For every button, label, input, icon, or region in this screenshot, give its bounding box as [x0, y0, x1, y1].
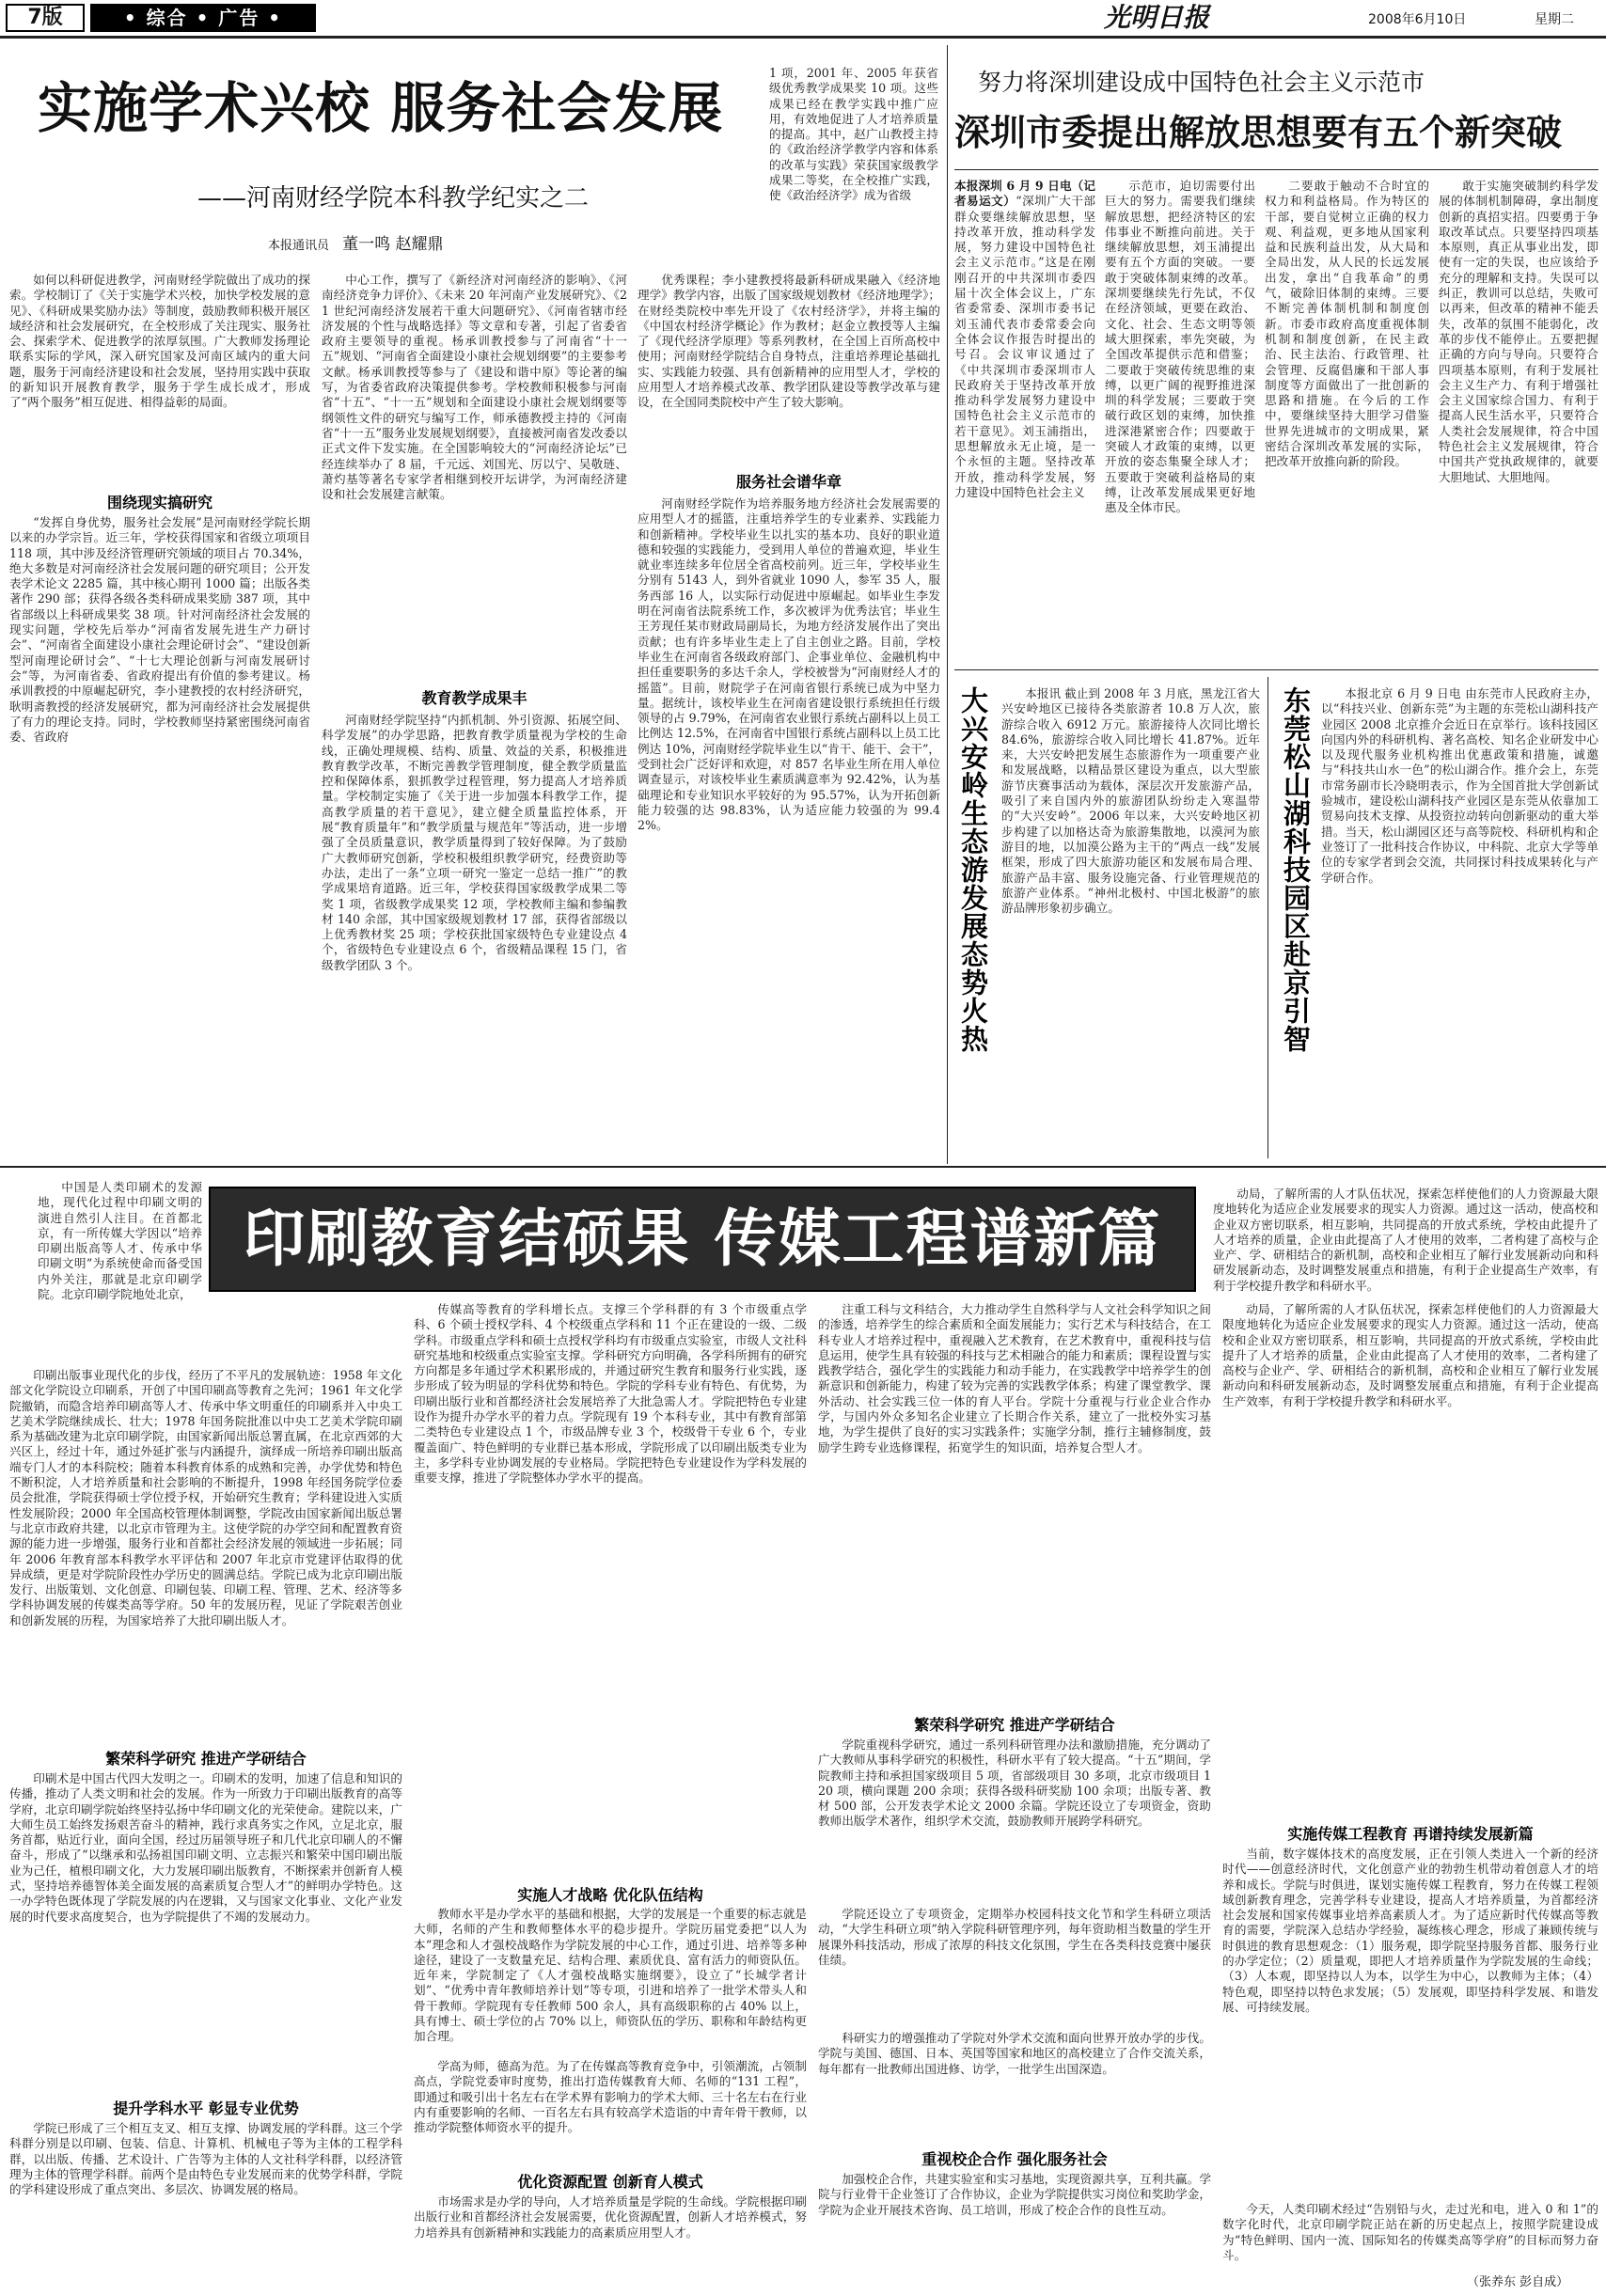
- article5-col3c: 学院还设立了专项资金，定期举办校园科技文化节和学生科研立项活动，“大学生科研立项”纳入学院科研管理序列，每年资助相当数量的学生开展课外科技活动，形成了浓厚的科技文化氛围，学生在各类科技竞赛中屡获佳绩。: [818, 1907, 1211, 1967]
- section-label: • 综合 • 广告 •: [90, 4, 316, 32]
- article1-title: 实施学术兴校 服务社会发展: [38, 76, 724, 140]
- article2-dateline: 本报深圳 6 月 9 日电（记者易运文）: [954, 179, 1095, 209]
- divider-h2: [0, 1166, 1606, 1168]
- article5-col2: 传媒高等教育的学科增长点。支撑三个学科群的有 3 个市级重点学科、6 个硕士授权学科、4 个校级重点学科和 11 个正在建设的一级、二级学科。市级重点学科和硕士点授权学科均有市级重点实验室，市级人文社科研究基地和校级重点实验室支撑。学科研究方向明确，各学科所拥有的研究方向都是多年通过学术积累形成的，并通过研究生教育和服务行业实践，逐步形成了较为明显的学科优势和特色。学院的学科专业有特色、有优势，为印刷出版行业和首都经济社会发展培养了大批急需人才。学院把特色专业建设作为提升办学水平的着力点。学院现有 19 个本科专业，其中有教育部第二类特色专业建设点 1 个，市级品牌专业 3 个，校级骨干专业 6 个，专业覆盖面广、特色鲜明的专业群已基本形成，学院形成了以印刷出版类专业为主，多学科专业协调发展的专业格局。学院把特色专业建设作为学科发展的重要支撑，推进了学院整体办学水平的提高。: [414, 1302, 807, 1486]
- article2-col4: 敢于实施突破制约科学发展的体制机制障碍，拿出制度创新的真招实招。四要勇于争取改革试点。只要坚持四项基本原则，真正从事业出发，即使有一定的失误，也应该给予充分的理解和支持。失误可以纠正，教训可以总结，失败可以再来，但改革的精神不能丢失，改革的氛围不能弱化，改革的步伐不能停止。五要把握正确的方向与导向。只要符合四项基本原则，有利于发展社会主义生产力、有利于增强社会主义国家综合国力、有利于提高人民生活水平，只要符合人类社会发展规律，符合中国特色社会主义发展规律，符合中国共产党执政规律的，就要大胆地试、大胆地闯。: [1439, 179, 1598, 484]
- article3-text: 本报讯 截止到 2008 年 3 月底，黑龙江省大兴安岭地区已接待各类旅游者 10.8 万人次，旅游综合收入 6912 万元。旅游接待人次同比增长 84.6%，旅游综合收入同比增长 41.87%。近年来，大兴安岭把发展生态旅游作为一项重要产业和发展战略，以精品景区建设为重点，以大型旅游节庆赛事活动为载体，深层次开发旅游产品，吸引了来自国内外的旅游团队纷纷走入寒温带的“大兴安岭”。2006 年以来，大兴安岭地区初步构建了以加格达奇为旅游集散地，以漠河为旅游目的地，以加漠公路为主干的“两点一线”发展框架，形成了四大旅游功能区和发展布局合理、旅游产品丰富、服务设施完备、行业管理规范的旅游产业体系。“神州北极村、中国北极游”的旅游品牌形象初步确立。: [1001, 686, 1260, 916]
- article1-subhead1: 围绕现实搞研究: [106, 494, 213, 511]
- article5-subhead6: 重视校企合作 强化服务社会: [921, 2150, 1108, 2168]
- issue-weekday: 星期二: [1535, 12, 1574, 27]
- article2-title: 深圳市委提出解放思想要有五个新突破: [954, 112, 1563, 153]
- article1-subtitle: ——河南财经学院本科教学纪实之二: [197, 184, 590, 212]
- article2-kicker: 努力将深圳建设成中国特色社会主义示范市: [978, 69, 1425, 96]
- article5-subhead1: 繁荣科学研究 推进产学研结合: [105, 1750, 307, 1768]
- article2-col2: 示范市，迫切需要付出巨大的努力。需要我们继续解放思想，把经济特区的宏伟事业不断推向前进。关于继续解放思想，刘玉浦提出要有五个方面的突破。一要敢于突破体制束缚的改革。深圳要继续先行先试，不仅在经济领域，更要在政治、文化、社会、生态文明等领域大胆探索，率先突破，为全国改革提供示范和借鉴；二要敢于突破传统思维的束缚，以更广阔的视野推进深圳的科学发展；三要敢于突破行政区划的束缚，加快推进深港紧密合作；四要敢于突破人才政策的束缚，以更开放的姿态集聚全球人才；五要敢于突破利益格局的束缚，让改革发展成果更好地惠及全体市民。: [1105, 179, 1255, 515]
- article5-subhead5: 繁荣科学研究 推进产学研结合: [914, 1716, 1115, 1734]
- divider-v1: [947, 45, 948, 1164]
- article5-col1c: 学院已形成了三个相互支叉、相互支撑、协调发展的学科群。这三个学科群分别是以印刷、包装、信息、计算机、机械电子等为主体的工程学科群，以出版、传播、艺术设计、广告等为主体的人文社科学科群，以经济管理为主体的管理学科群。前两个是由特色专业发展而来的优势学科群，学院的学科建设形成了重点突出、多层次、协调发展的格局。: [9, 2121, 402, 2197]
- paper-name: 光明日报: [1103, 2, 1209, 33]
- article5-intro: 中国是人类印刷术的发源地，现代化过程中印刷文明的演进自然引人注目。在首都北京，有一所传媒大学因以“培养印刷出版高等人才、传承中华印刷文明”为系统使命而备受国内外关注，那就是北京印刷学院。北京印刷学院地处北京，: [38, 1180, 202, 1302]
- article1-intro: 1 项，2001 年、2005 年获省级优秀教学成果奖 10 项。这些成果已经在教学实践中推广应用，有效地促进了人才培养质量的提高。其中，赵广山教授主持的《政治经济学教学内容和体系的改革与实践》荣获国家级教学成果二等奖，在全校推广实践，使《政治经济学》成为省级: [769, 66, 938, 203]
- article5-subhead7: 实施传媒工程教育 再谱持续发展新篇: [1287, 1825, 1534, 1843]
- article5-subhead4: 优化资源配置 创新育人模式: [517, 2173, 703, 2191]
- article5-col2c: 学高为师，德高为范。为了在传媒高等教育竞争中，引领潮流，占领制高点，学院党委审时度势，推出打造传媒教育大师、名师的“131 工程”，即通过和吸引出十名左右在学术界有影响力的学术大师、三十名左右在行业内有重要影响的名师、一百名左右具有较高学术造诣的中青年骨干教师，以推动学院整体师资水平的提升。: [414, 2059, 807, 2135]
- article5-signature: （张养东 彭自成）: [1467, 2275, 1569, 2289]
- divider-h1: [954, 669, 1598, 670]
- article1-col2: 中心工作，撰写了《新经济对河南经济的影响》、《河南经济竞争力评价》、《未来 20 年河南产业发展研究》、《21 世纪河南经济发展若干重大问题研究》、《河南省辖市经济发展的个性与战略选择》等文章和专著，引起了省委省政府主要领导的重视。杨承训教授参与了河南省“十一五”规划、“河南省全面建设小康社会规划纲要”的主要参考文献。杨承训教授等参与了《建设和谐中原》等论著的编写，为省委省政府决策提供参考。学校教师积极参与河南省“十五”、“十一五”规划和全面建设小康社会规划纲要等纲领性文件的研究与编写工作，师承德教授主持的《河南省“十一五”服务业发展规划纲要》，直接被河南省发改委以正式文件下发实施。在全国影响较大的“河南经济论坛”已经连续举办了 8 届，千元远、刘国光、厉以宁、吴敬琏、萧灼基等著名专家学者相继到校开坛讲学，为河南经济建设和社会发展建言献策。: [322, 273, 627, 502]
- page-number: 7版: [6, 4, 85, 32]
- article2-col1: 本报深圳 6 月 9 日电（记者易运文）“深圳广大干部群众要继续解放思想，坚持改革开放，推动科学发展，努力建设中国特色社会主义示范市。”这是在刚刚召开的中共深圳市委四届十次全体会议上，广东省委常委、深圳市委书记刘玉浦代表市委常委会向全体会议作报告时提出的号召。会议审议通过了《中共深圳市委深圳市人民政府关于坚持改革开放推动科学发展努力建设中国特色社会主义示范市的若干意见》。刘玉浦指出，思想解放永无止境，是一个永恒的主题。坚持改革开放，推动科学发展，努力建设中国特色社会主义: [954, 179, 1095, 499]
- article4-text: 本报北京 6 月 9 日电 由东莞市人民政府主办，以“科技兴业、创新东莞”为主题的东莞松山湖科技产业园区 2008 北京推介会近日在京举行。该科技园区向国内外的科研机构、著名高校、知名企业研发中心以及现代服务业机构推出优惠政策和措施，诚邀与“科技共山水一色”的松山湖合作。推介会上，东莞市常务副市长冷晓明表示，作为全国首批大学创新试验城市，建设松山湖科技产业园区是东莞从依靠加工贸易向技术支撑、从投资拉动转向创新驱动的重大举措。当天，松山湖园区还与高等院校、科研机构和企业签订了一批科技合作协议，中科院、北京大学等单位的专家学者到会交流，共同探讨科技成果转化与产学研合作。: [1321, 686, 1598, 885]
- article1-col2b: 河南财经学院坚持“内抓机制、外引资源、拓展空间、科学发展”的办学思路，把教育教学质量视为学校的生命线，正确处理规模、结构、质量、效益的关系，积极推进教育教学改革，不断完善教学管理制度，健全教学质量监控和保障体系，狠抓教学过程管理，努力提高人才培养质量。学校制定实施了《关于进一步加强本科教学工作，提高教学质量的若干意见》，建立健全质量监控体系，开展“教育质量年”和“教学质量与规范年”等活动，进一步增强了全员质量意识，教学质量得到了较好保障。为了鼓励广大教师研究创新，学校积极组织教学研究，经费资助等办法，走出了一条“立项一研究一鉴定一总结一推广”的教学成果培育道路。近三年，学校获得国家级教学成果二等奖 1 项，省级教学成果奖 12 项，学校教师主编和参编教材 140 余部，其中国家级规划教材 17 部，获得省部级以上优秀教材奖 25 项；学校获批国家级特色专业建设点 4 个，省级特色专业建设点 6 个，省级精品课程 15 门，省级教学团队 3 个。: [322, 713, 627, 972]
- article4-title: 东莞松山湖科技园区赴京引智: [1280, 686, 1312, 1053]
- article5-col2d: 市场需求是办学的导向，人才培养质量是学院的生命线。学院根据印刷出版行业和首都经济社会发展需要，优化资源配置，创新人才培养模式，努力培养具有创新精神和实践能力的高素质应用型人才。: [414, 2194, 807, 2240]
- divider-v2: [1267, 677, 1268, 1158]
- article5-col1: 印刷出版事业现代化的步伐，经历了不平凡的发展轨迹：1958 年文化部文化学院设立印刷系，开创了中国印刷高等教育之先河；1961 年文化学院撤销，而隐含培养印刷高等人才、传承中华文明重任的印刷系并入中央工艺美术学院继续成长、壮大；1978 年国务院批准以中央工艺美术学院印刷系为基础改建为北京印刷学院，由国家新闻出版总署直属，在北京西郊的大兴区上，经过十年，通过外延扩张与内涵提升，演绎成一所培养印刷出版高端专门人才的本科院校；随着本科教育体系的成熟和完善，办学优势和特色不断积淀，人才培养质量和社会影响的不断提升，1998 年经国务院学位委员会批准，学院获得硕士学位授予权，开始研究生教育；学科建设进入实质性发展阶段；2000 年全国高校管理体制调整，学院改由国家新闻出版总署与北京市政府共建，以北京市管理为主。这使学院的办学空间和配置教育资源的能力进一步增强，服务行业和首都社会经济发展的领域进一步拓展；同年 2006 年教育部本科教学水平评估和 2007 年北京市党建评估取得的优异成绩，更是对学院阶段性办学历史的圆满总结。学院已成为北京印刷出版发行、出版策划、文化创意、印刷包装、印刷工程、管理、艺术、经济等多学科协调发展的传媒类高等学府。50 年的发展历程，见证了学院艰苦创业和创新发展的历程，为国家培养了大批印刷出版人才。: [9, 1368, 402, 1628]
- byline-label: 本报通讯员: [268, 239, 330, 253]
- issue-date: 2008年6月10日: [1368, 12, 1467, 27]
- article1-col1b: “发挥自身优势，服务社会发展”是河南财经学院长期以来的办学宗旨。近三年，学校获得国家和省级立项项目 118 项，其中涉及经济管理研究领域的项目占 70.34%，绝大多数是对河南经济社会发展问题的研究项目；公开发表学术论文 2285 篇，其中核心期刊 1000 篇；出版各类著作 290 部；获得各级各类科研成果奖励 387 项，其中省部级以上科研成果奖 38 项。针对河南经济社会发展的现实问题，学校先后举办“河南省发展先进生产力研讨会”、“河南省全面建设小康社会理论研讨会”、“建设创新型河南理论研讨会”、“十七大理论创新与河南发展研讨会”等，为河南省委、省政府提出有价值的参考建议。杨承训教授的中原崛起研究，李小建教授的农村经济研究，耿明斋教授的经济发展研究，都为河南经济社会发展提供了有力的理论支持。同时，学校教师坚持紧密围绕河南省委、省政府: [9, 515, 310, 745]
- article1-col3b: 河南财经学院作为培养服务地方经济社会发展需要的应用型人才的摇篮，注重培养学生的专业素养、实践能力和创新精神。学校毕业生以扎实的基本功、良好的职业道德和较强的实践能力，受到用人单位的普遍欢迎，毕业生就业率连续多年位居全省高校前列。近三年，学校毕业生分别有 5143 人，到外省就业 1090 人，参军 35 人，服务西部 16 人，以实际行动促进中原崛起。如毕业生李发明在河南省法院系统工作，多次被评为优秀法官；毕业生王芳现任某市财政局副局长，为地方经济发展作出了突出贡献；也有许多毕业生走上了自主创业之路。目前，学校毕业生在河南省各级政府部门、企事业单位、金融机构中担任重要职务的多达千余人，学校被誉为“河南财经人才的摇篮”。目前，财院学子在河南省银行系统已成为中坚力量。据统计，该校毕业生在河南省建设银行系统担任行级领导的占 9.79%，在河南省农业银行系统占副科以上员工比例达 12.5%，在河南省中国银行系统占副科以上员工比例达 10%，河南财经学院毕业生以“肯干、能干、会干”，受到社会广泛好评和欢迎，对 857 名毕业生所在用人单位调查显示，对该校毕业生素质满意率为 92.42%，认为基础理论和专业知识水平较好的为 95.57%，认为开拓创新能力较强的达 98.83%，认为适应能力较强的为 99.42%。: [638, 496, 940, 833]
- article5-subhead3: 实施人才战略 优化队伍结构: [517, 1886, 703, 1904]
- article5-col3d: 科研实力的增强推动了学院对外学术交流和面向世界开放办学的步伐。学院与美国、德国、日本、英国等国家和地区的高校建立了合作交流关系，每年都有一批教师出国进修、访学，一批学生出国深造。: [818, 2031, 1211, 2076]
- article2-title-rule: [954, 169, 1598, 170]
- article5-col2b: 教师水平是办学水平的基础和根据，大学的发展是一个重要的标志就是大师，名师的产生和教师整体水平的稳步提升。学院历届党委把“以人为本”理念和人才强校战略作为学院发展的中心工作，通过引进、培养等多种途径，建设了一支数量充足、结构合理、素质优良、富有活力的师资队伍。近年来，学院制定了《人才强校战略实施纲要》，设立了“长城学者计划”、“优秀中青年教师培养计划”等专项，引进和培养了一批学术带头人和骨干教师。学院现有专任教师 500 余人，具有高级职称的占 40% 以上，具有博士、硕士学位的占 70% 以上，师资队伍的学历、职称和年龄结构更加合理。: [414, 1907, 807, 2044]
- article1-byline: [268, 230, 444, 254]
- article1-subhead3: 服务社会谱华章: [735, 473, 842, 491]
- article1-subhead2: 教育教学成果丰: [421, 689, 527, 707]
- article5-title: 印刷教育结硕果 传媒工程谱新篇: [243, 1203, 1162, 1275]
- article5-col4: 动局，了解所需的人才队伍状况，探索怎样使他们的人力资源最大限度地转化为适应企业发展要求的现实人力资源。通过这一活动，使高校和企业双方密切联系，相互影响，共同提高的开放式系统，学校由此提升了人才培养的质量，企业由此提高了人才使用的效率，二者构建了高校与企业产、学、研相结合的新机制，高校和企业相互了解行业发展新动向和科研发展新动态，及时调整发展重点和措施，有利于企业提高生产效率，有利于学校提升教学和科研水平。: [1222, 1302, 1598, 1408]
- masthead-rule: [0, 36, 1606, 39]
- article5-col3: 注重工科与文科结合，大力推动学生自然科学与人文社会科学知识之间的渗透，培养学生的综合素质和全面发展能力；实行艺术与科技结合，在工科专业人才培养过程中，重视融入艺术教育，在艺术教育中，重视科技与信息运用，使学生具有较强的科技与艺术相融合的能力和素质；课程设置与实践教学结合，强化学生的实践能力和动手能力，在实践教学中培养学生的创新意识和创新能力，构建了较为完善的实践教学体系；构建了课堂教学、课外活动、社会实践三位一体的育人平台。学院十分重视与行业企业合作办学，与国内外众多知名企业建立了长期合作关系，建立了一批校外实习基地，为学生提供了良好的实习实践条件；实施学分制，推行主辅修制度，鼓励学生跨专业选修课程，拓宽学生的知识面，培养复合型人才。: [818, 1302, 1211, 1455]
- article5-col4-top: 动局，了解所需的人才队伍状况，探索怎样使他们的人力资源最大限度地转化为适应企业发展要求的现实人力资源。通过这一活动，使高校和企业双方密切联系，相互影响，共同提高的开放式系统，学校由此提升了人才培养的质量，企业由此提高了人才使用的效率，二者构建了高校与企业产、学、研相结合的新机制，高校和企业相互了解行业发展新动向和科研发展新动态，及时调整发展重点和措施，有利于企业提高生产效率，有利于学校提升教学和科研水平。: [1213, 1187, 1598, 1293]
- article2-col3: 二要敢于触动不合时宜的权力和利益格局。作为特区的干部，要自觉树立正确的权力观、利益观，更多地从国家利益和民族利益出发，从大局和全局出发，从人民的长远发展出发，拿出“自我革命”的勇气，破除旧体制的束缚。三要不断完善体制机制和制度创新。市委市政府高度重视体制机制和制度创新，在民主政治、民主法治、行政管理、社会管理、反腐倡廉和干部人事制度等方面做出了一批创新的思路和措施。在今后的工作中，要继续坚持大胆学习借鉴世界先进城市的文明成果，紧密结合深圳改革发展的实际，把改革开放推向新的阶段。: [1265, 179, 1429, 469]
- article3-title: 大兴安岭生态游发展态势火热: [957, 686, 989, 1053]
- article1-col1: 如何以科研促进教学，河南财经学院做出了成功的探索。学校制订了《关于实施学术兴校，加快学校发展的意见》、《科研成果奖励办法》等制度，鼓励教师积极开展区域经济和社会发展研究，在全校形成了关注现实、服务社会、探索学术、促进教学的浓厚氛围。广大教师发扬理论联系实际的学风，深入研究国家及河南区域内的重大问题，服务于河南经济建设和社会发展，坚持用实践中获取的新知识开展教育教学，服务于学生成长成才，形成了“两个服务”相互促进、相得益彰的局面。: [9, 273, 310, 410]
- article5-col3e: 加强校企合作，共建实验室和实习基地，实现资源共享，互利共赢。学院与行业骨干企业签订了合作协议，企业为学院提供实习岗位和奖助学金，学院为企业开展技术咨询、员工培训，形成了校企合作的良性互动。: [818, 2172, 1211, 2217]
- article5-subhead2: 提升学科水平 彰显专业优势: [113, 2099, 299, 2117]
- article5-col4b: 当前，数字媒体技术的高度发展，正在引领人类进入一个新的经济时代——创意经济时代，文化创意产业的勃勃生机带动着创意人才的培养和成长。学院与时俱进，谋划实施传媒工程教育，努力在传媒工程领域创新教育理念，完善学科专业建设，提高人才培养质量，为首都经济社会发展和国家传媒事业培养高素质人才。为了适应新时代传媒高等教育的需要，学院深入总结办学经验，凝练核心理念，形成了兼顾传统与时俱进的教育思想观念：（1）服务观，即学院坚持服务首都、服务行业的办学定位；（2）质量观，即把人才培养质量作为学院发展的生命线；（3）人本观，即坚持以人为本，以学生为中心，以教师为主体；（4）特色观，即坚持以特色求发展；（5）发展观，即坚持科学发展、和谐发展、可持续发展。: [1222, 1847, 1598, 2014]
- article5-col3b: 学院重视科学研究，通过一系列科研管理办法和激励措施，充分调动了广大教师从事科学研究的积极性，科研水平有了较大提高。“十五”期间，学院教师主持和承担国家级项目 5 项，省部级项目 30 多项，北京市级项目 120 项，横向课题 200 余项；获得各级科研奖励 100 余项；出版专著、教材 500 部，公开发表学术论文 2000 余篇。学院还设立了专项资金，资助教师出版学术著作，组织学术交流，鼓励教师开展跨学科研究。: [818, 1738, 1211, 1829]
- article5-col4c: 今天，人类印刷术经过“告别铅与火，走过光和电，进入 0 和 1”的数字化时代，北京印刷学院正站在新的历史起点上，按照学院建设成为“特色鲜明、国内一流、国际知名的传媒类高等学府”的目标而努力奋斗。: [1222, 2202, 1598, 2262]
- byline-names: 董一鸣 赵耀鼎: [342, 235, 444, 254]
- masthead: [0, 0, 1606, 36]
- article5-col1b: 印刷术是中国古代四大发明之一。印刷术的发明，加速了信息和知识的传播，推动了人类文明和社会的发展。作为一所致力于印刷出版教育的高等学府，北京印刷学院始终坚持弘扬中华印刷文化的光荣使命。建院以来，广大师生员工始终发扬艰苦奋斗的精神，践行求真务实之作风，立足北京，服务首都，贴近行业，面向全国，经过历届领导班子和几代北京印刷人的不懈奋斗，形成了“以继承和弘扬祖国印刷文明、立志振兴和繁荣中国印刷出版业为己任，植根印刷文化，大力发展印刷出版教育，不断探索并创新育人模式，坚持培养德智体美全面发展的高素质复合型人才”的鲜明办学特色。这一办学特色既体现了学院发展的内在逻辑，又与国家文化事业、文化产业发展的时代要求高度契合，也为学院提供了不竭的发展动力。: [9, 1771, 402, 1924]
- article1-col3: 优秀课程；李小建教授将最新科研成果融入《经济地理学》教学内容，出版了国家级规划教材《经济地理学》；在财经类院校中率先开设了《农村经济学》，并将主编的《中国农村经济学概论》作为教材；赵金立教授等人主编了《现代经济学原理》等系列教材，在全国上百所高校中使用；河南财经学院结合自身特点，注重培养理论基础扎实、实践能力较强、具有创新精神的应用型人才，学校的应用型人才培养模式改革、教学团队建设等教学改革与建设，在全国同类院校中产生了较大影响。: [638, 273, 940, 410]
